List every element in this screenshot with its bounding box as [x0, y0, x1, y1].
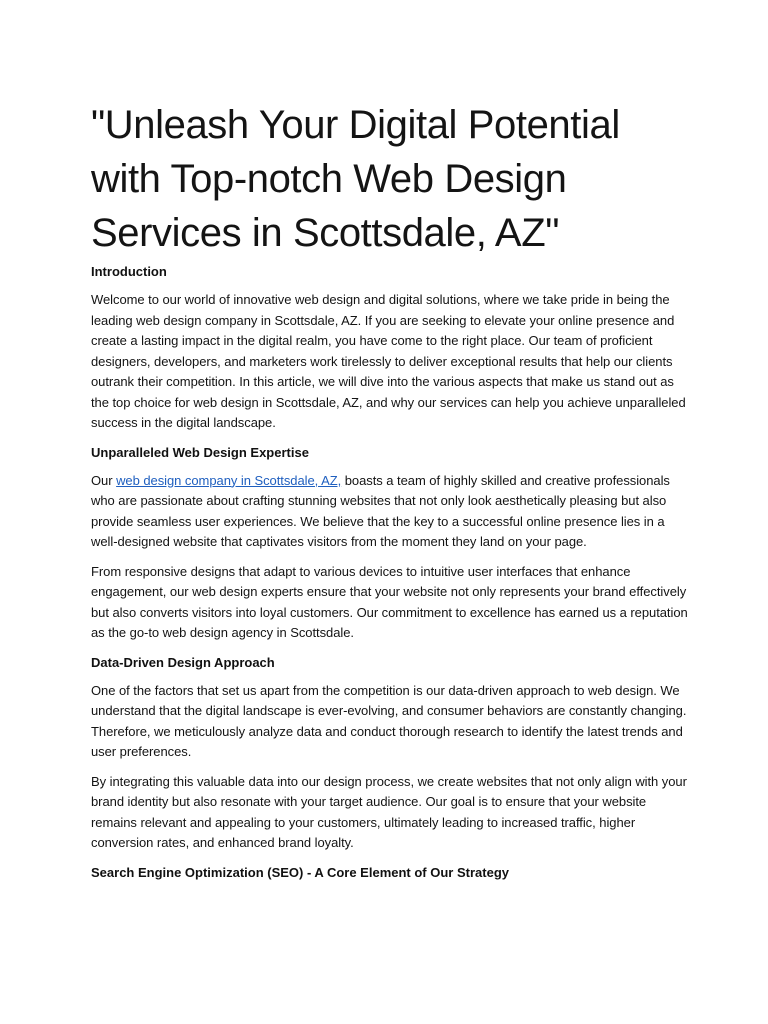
- heading-web-design-expertise: Unparalleled Web Design Expertise: [91, 444, 309, 460]
- paragraph-expertise-2: From responsive designs that adapt to various devices to intuitive user interfaces that enhance engagement, our web design experts ensure that your website not only represents your brand effectively but also converts visitors into loyal customers. Our commitment to excellence has earned us a reputation as the go-to web design agency in Scottsdale.: [91, 563, 688, 640]
- paragraph-data-driven-2: By integrating this valuable data into our design process, we create websites that not only align with your brand identity but also resonate with your target audience. Our goal is to ensure that your website remains relevant and appealing to your customers, ultimately leading to increased traffic, higher conversion rates, and enhanced brand loyalty.: [91, 773, 687, 850]
- heading-introduction: Introduction: [91, 264, 167, 279]
- heading-data-driven-design: Data-Driven Design Approach: [91, 654, 275, 670]
- document-title: "Unleash Your Digital Potential with Top-notch Web Design Services in Scottsdale, AZ": [91, 103, 620, 255]
- web-design-company-link[interactable]: web design company in Scottsdale, AZ,: [116, 472, 342, 488]
- heading-seo: Search Engine Optimization (SEO) - A Core Element of Our Strategy: [91, 864, 509, 880]
- paragraph-text: Our: [91, 472, 117, 488]
- document-page: [91, 0, 691, 883]
- paragraph-text: boasts a team of highly skilled and creative professionals who are passionate about crafting stunning websites that not only look aesthetically pleasing but also provide seamless user experiences. We believe that the key to a successful online presence lies in a well-designed website that captivates visitors from the moment they land on your page.: [91, 472, 670, 549]
- paragraph-expertise-1: [91, 471, 691, 553]
- paragraph-introduction: Welcome to our world of innovative web design and digital solutions, where we take pride in being the leading web design company in Scottsdale, AZ. If you are seeking to elevate your online presence and create a lasting impact in the digital realm, you have come to the right place. Our team of proficient designers, developers, and marketers work tirelessly to deliver exceptional results that help our clients outrank their competition. In this article, we will dive into the various aspects that make us stand out as the top choice for web design in Scottsdale, AZ, and why our services can help you achieve unparalleled success in the digital landscape.: [91, 292, 686, 430]
- paragraph-data-driven-1: One of the factors that set us apart from the competition is our data-driven approach to web design. We understand that the digital landscape is ever-evolving, and consumer behaviors are constantly changing. Therefore, we meticulously analyze data and conduct thorough research to identify the latest trends and user preferences.: [91, 682, 687, 759]
